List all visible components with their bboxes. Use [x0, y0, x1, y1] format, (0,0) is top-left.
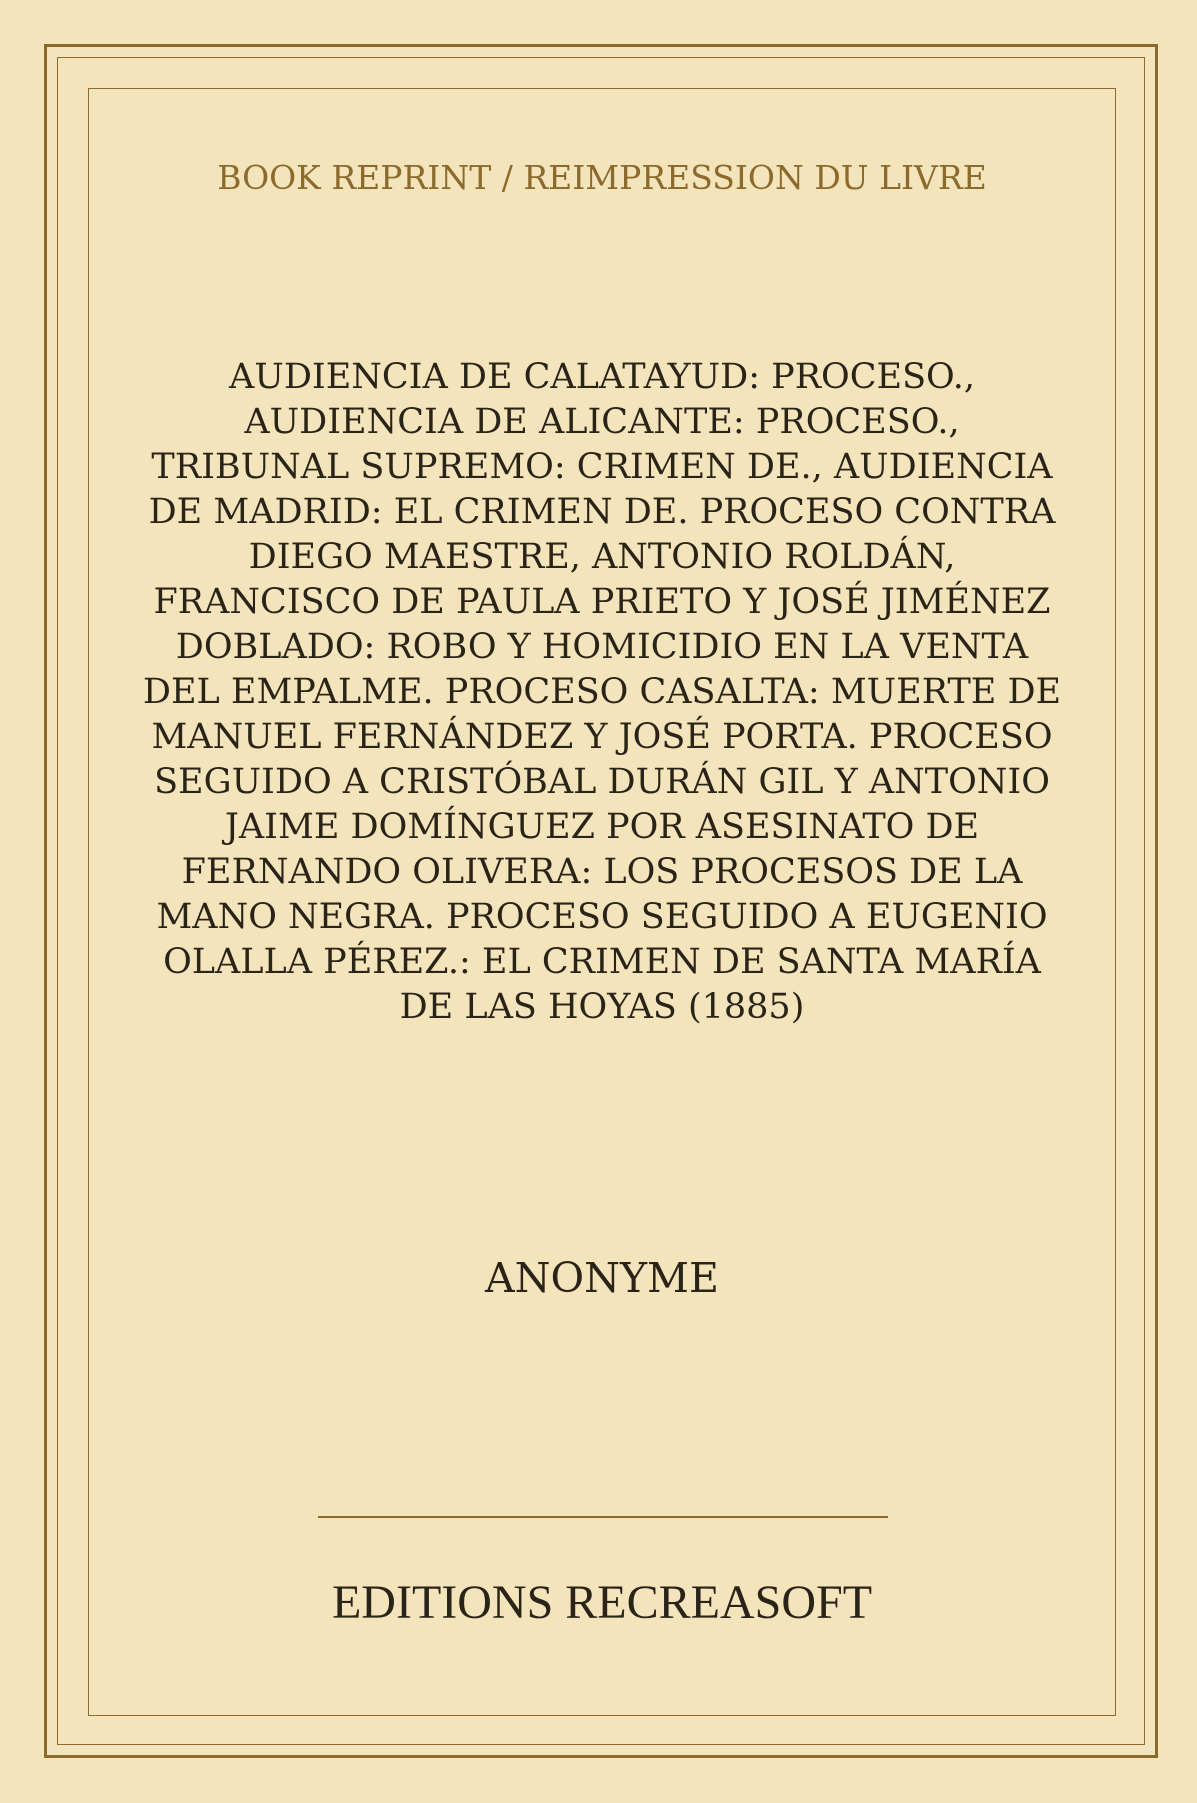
series-label: BOOK REPRINT / REIMPRESSION DU LIVRE [217, 158, 987, 197]
publisher-name: EDITIONS RECREASOFT [331, 1576, 873, 1629]
divider-rule [318, 1516, 888, 1518]
book-title: AUDIENCIA DE CALATAYUD: PROCESO., AUDIENCIA DE ALICANTE: PROCESO., TRIBUNAL SUPREMO: CRIMEN DE., AUDIENCIA DE MADRID: EL CRIMEN DE. PROCESO CONTRA DIEGO MAESTRE, ANTONIO ROLDÁN, FRANCISCO DE PAULA PRIETO Y JOSÉ JIMÉNEZ DOBLADO: ROBO Y HOMICIDIO EN LA VENTA DEL EMPALME. PROCESO CASALTA: MUERTE DE MANUEL FERNÁNDEZ Y JOSÉ PORTA. PROCESO SEGUIDO A CRISTÓBAL DURÁN GIL Y ANTONIO JAIME DOMÍNGUEZ POR ASESINATO DE FERNANDO OLIVERA: LOS PROCESOS DE LA MANO NEGRA. PROCESO SEGUIDO A EUGENIO OLALLA PÉREZ.: EL CRIMEN DE SANTA MARÍA DE LAS HOYAS (1885) [142, 357, 1062, 1027]
author-name: ANONYME [485, 1254, 719, 1302]
